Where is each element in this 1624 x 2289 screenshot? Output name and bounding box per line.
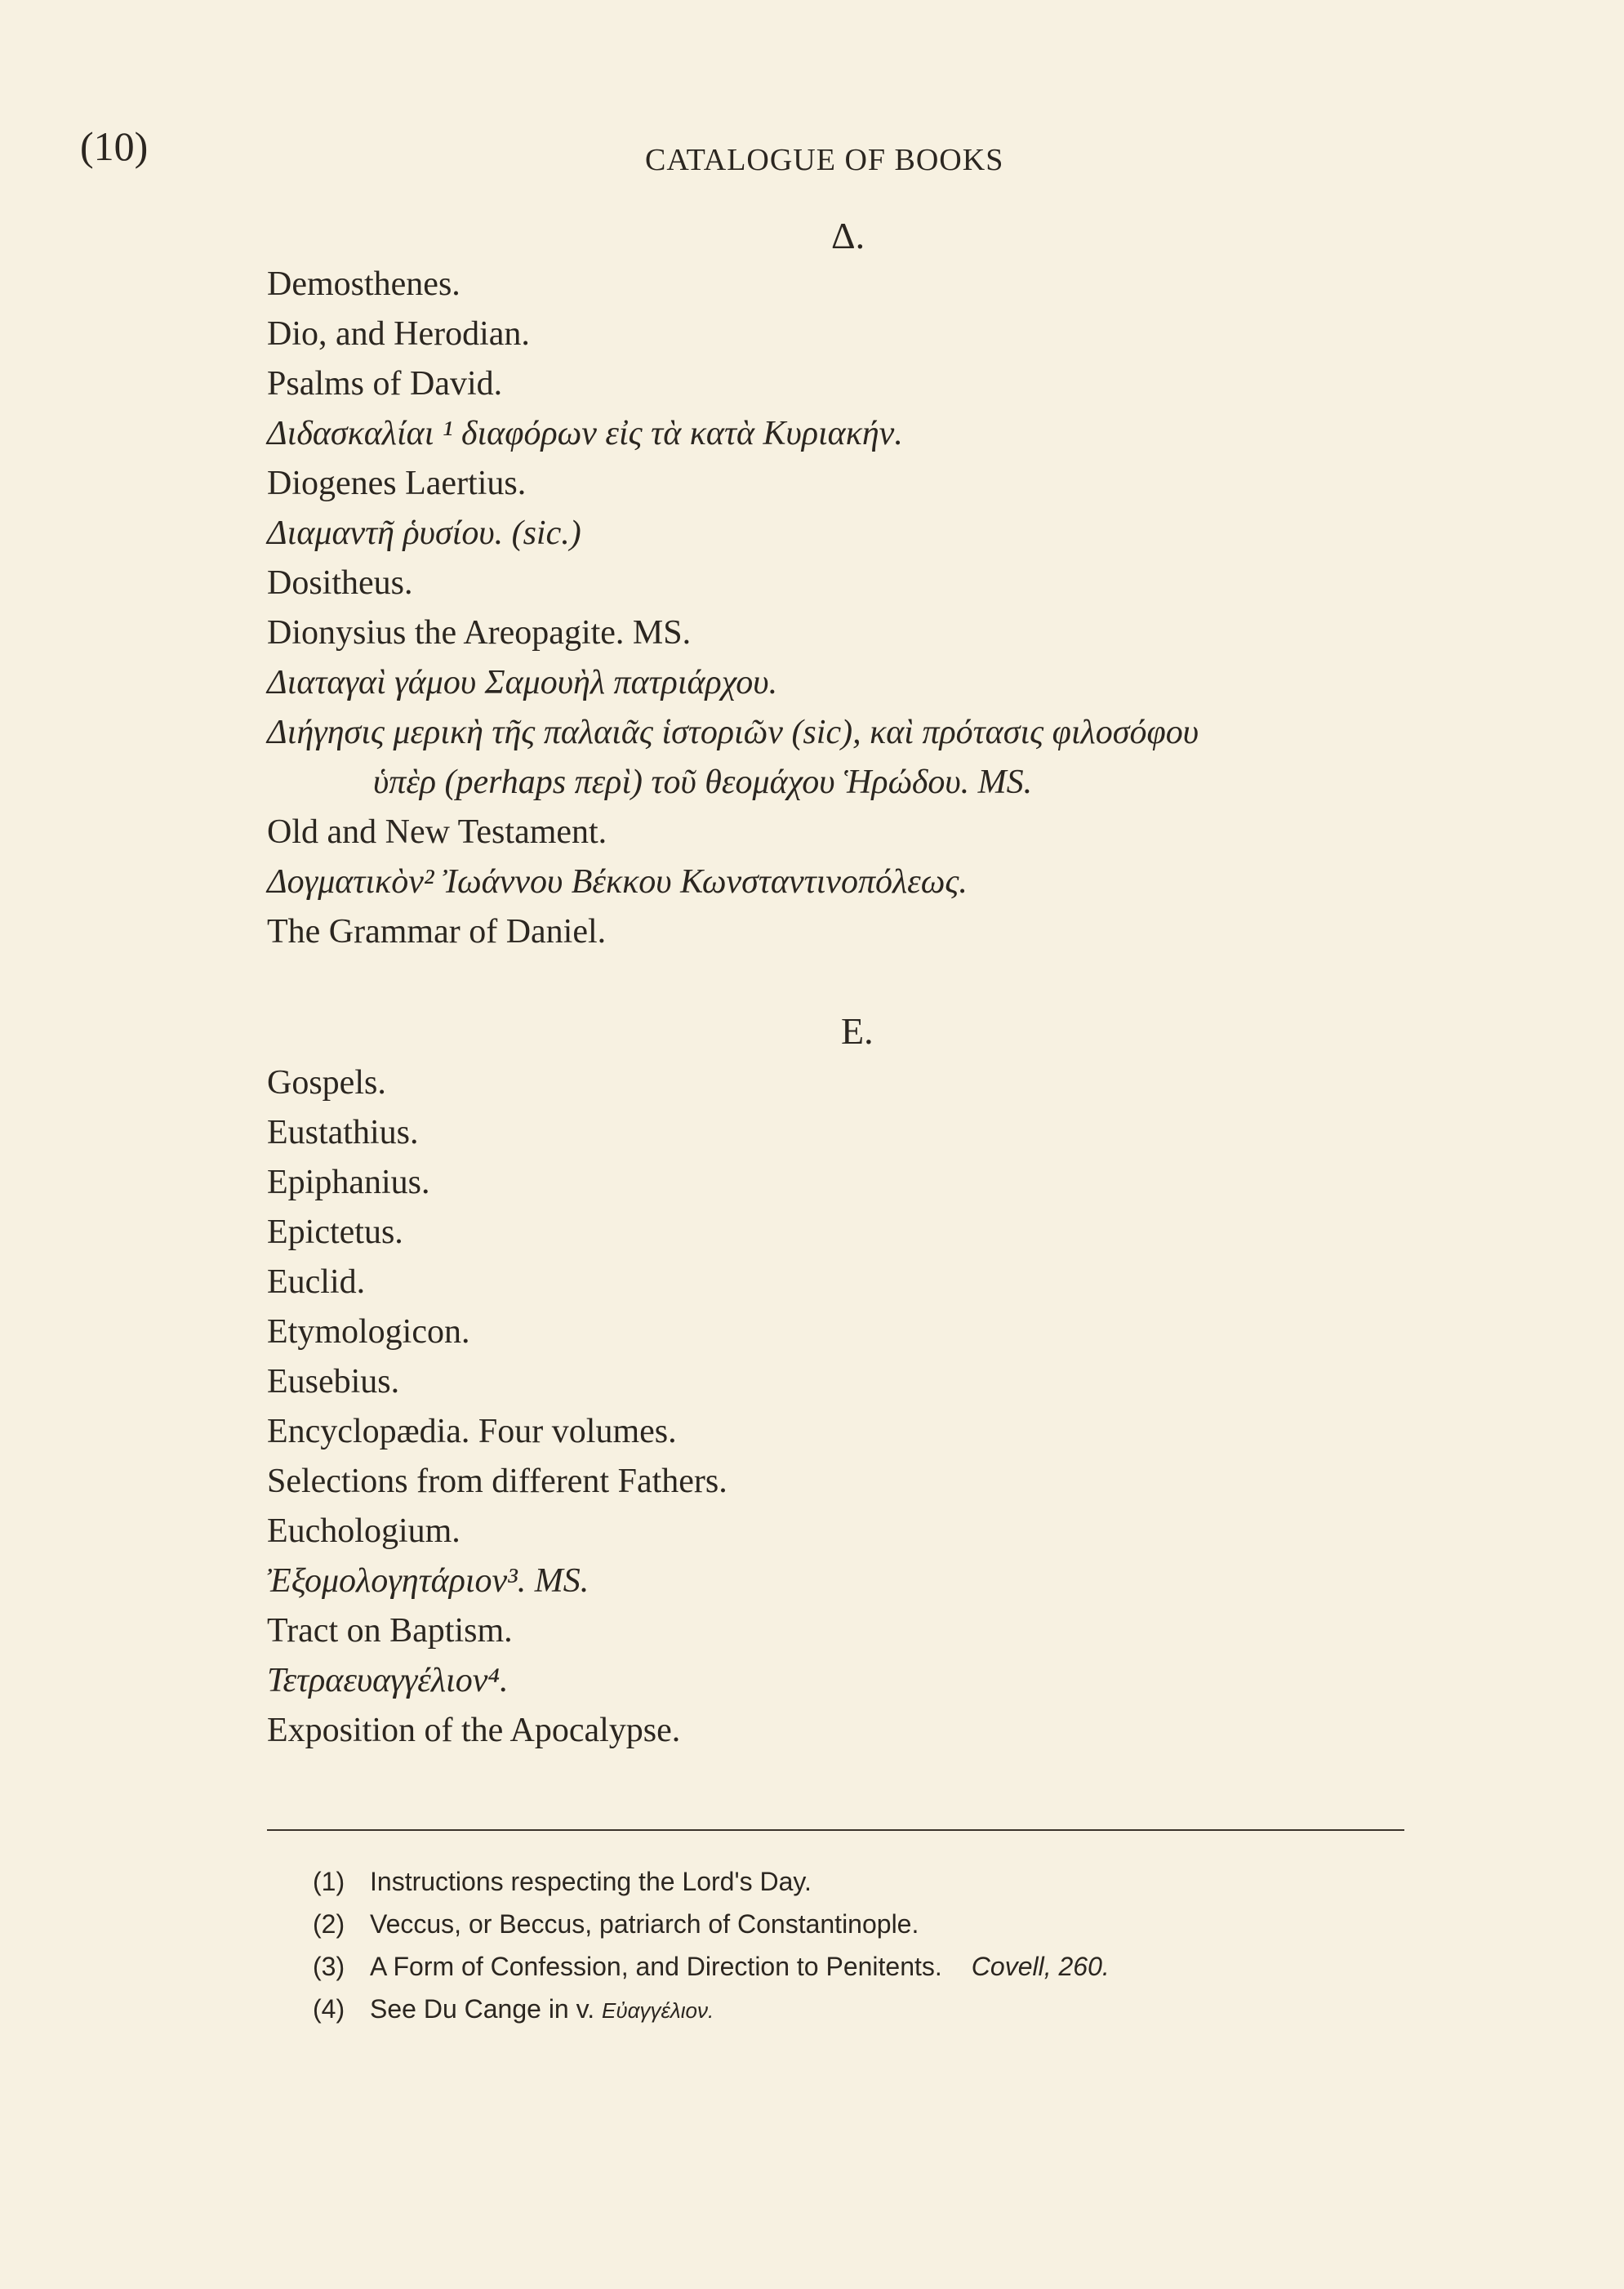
footnotes [313,1860,1497,2030]
catalogue-entry: Epiphanius. [267,1164,430,1201]
catalogue-entry: Gospels. [267,1064,386,1102]
catalogue-entry: Epictetus. [267,1214,403,1251]
section-letter-delta: Δ. [831,215,865,256]
catalogue-entry: Euchologium. [267,1512,461,1550]
catalogue-entry: Demosthenes. [267,265,461,303]
section-e-entries [267,1058,1492,1756]
catalogue-entry: Δογματικὸν² Ἰωάννου Βέκκου Κωνσταντινοπόλεως. [267,863,968,901]
section-letter-e: E. [841,1010,874,1052]
page-number: (10) [80,123,149,169]
footnote-number: (4) [313,1994,345,2024]
footnote-number: (2) [313,1909,345,1939]
catalogue-entry: Ἐξομολογητάριον³. MS. [267,1562,590,1600]
catalogue-entry: Dio, and Herodian. [267,315,530,353]
running-head: CATALOGUE OF BOOKS [645,143,1004,177]
footnote-number: (1) [313,1867,345,1896]
catalogue-entry: Διδασκαλίαι ¹ διαφόρων εἰς τὰ κατὰ Κυριακήν. [267,415,903,452]
catalogue-entry: Encyclopædia. Four volumes. [267,1413,677,1450]
section-delta-entries [267,260,1492,957]
footnote-text: Veccus, or Beccus, patriarch of Constantinople. [370,1909,919,1939]
footnote [313,1945,1497,1988]
catalogue-entry: ὑπὲρ (perhaps περὶ) τοῦ θεομάχου Ἡρώδου. MS. [373,764,1033,801]
footnote-rule [267,1829,1404,1831]
catalogue-entry: Tract on Baptism. [267,1612,513,1650]
footnote-text: A Form of Confession, and Direction to Penitents. [370,1952,942,1981]
catalogue-entry: Old and New Testament. [267,813,607,851]
catalogue-entry: Τετραευαγγέλιον⁴. [267,1662,509,1699]
catalogue-entry: Διήγησις μερικὴ τῆς παλαιᾶς ἱστοριῶν (sic), καὶ πρότασις φιλοσόφου [267,714,1199,751]
footnote-text: Instructions respecting the Lord's Day. [370,1867,812,1896]
footnote-text: See Du Cange in v. [370,1994,595,2024]
catalogue-entry: Exposition of the Apocalypse. [267,1712,681,1749]
footnote-greek-term: Εὐαγγέλιον. [602,1998,714,2023]
footnote-number: (3) [313,1952,345,1981]
footnote [313,1903,1497,1945]
footnote-reference: Covell, 260. [971,1952,1110,1981]
catalogue-entry: The Grammar of Daniel. [267,913,607,951]
catalogue-entry: Diogenes Laertius. [267,465,527,502]
footnote [313,1988,1497,2030]
catalogue-entry: Διαμαντῆ ῥυσίου. (sic.) [267,514,581,552]
catalogue-entry: Psalms of David. [267,365,503,403]
catalogue-entry: Eusebius. [267,1363,400,1401]
catalogue-entry: Eustathius. [267,1114,419,1151]
catalogue-entry: Euclid. [267,1263,366,1301]
catalogue-entry: Etymologicon. [267,1313,470,1351]
catalogue-entry: Διαταγαὶ γάμου Σαμουὴλ πατριάρχου. [267,664,778,701]
catalogue-entry: Dionysius the Areopagite. MS. [267,614,692,652]
footnote [313,1860,1497,1903]
catalogue-entry: Selections from different Fathers. [267,1463,727,1500]
catalogue-entry: Dositheus. [267,564,413,602]
